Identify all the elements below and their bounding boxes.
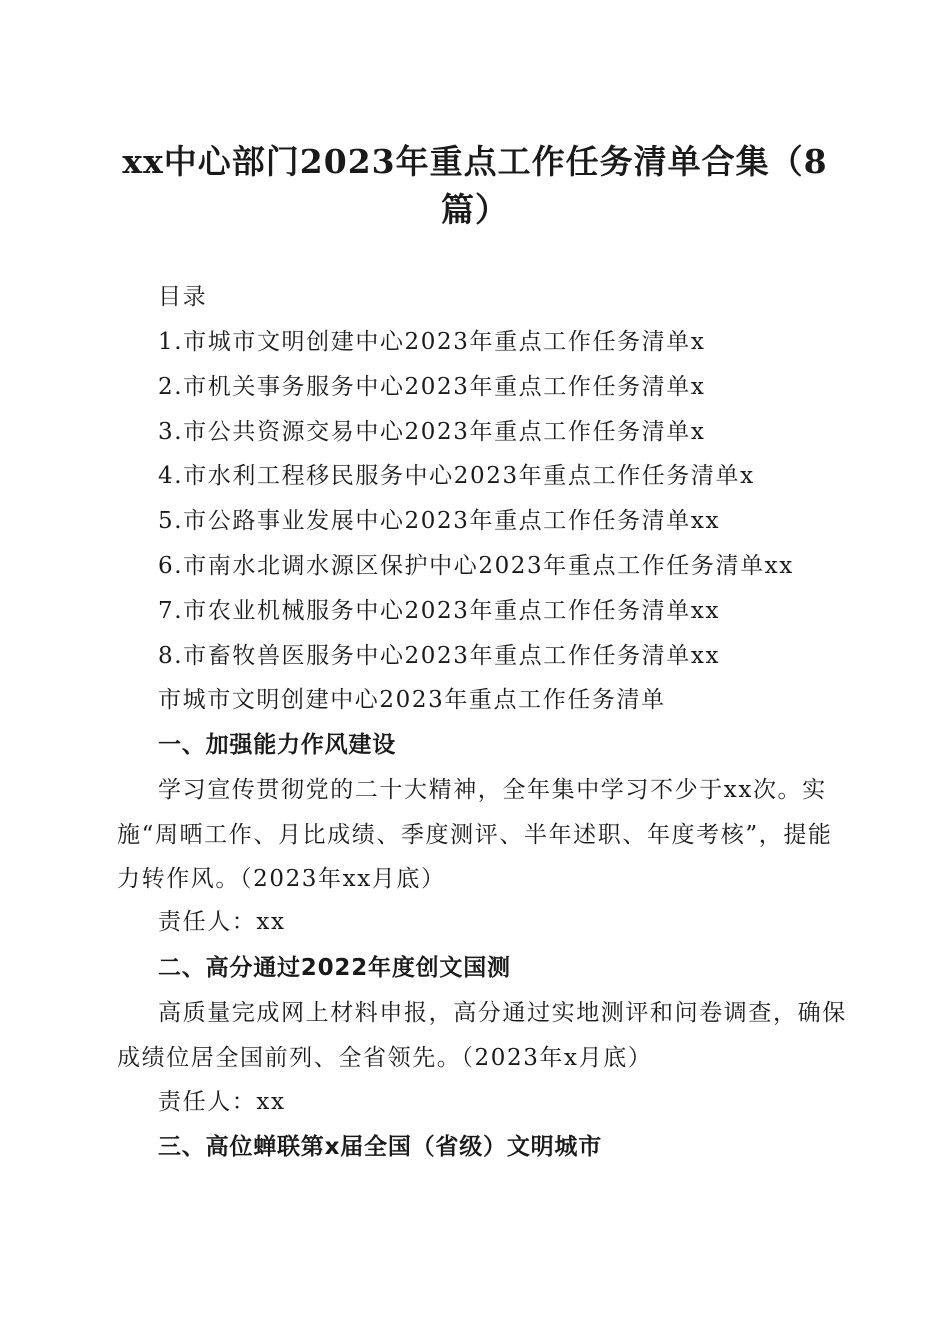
toc-item[interactable]: 6.市南水北调水源区保护中心2023年重点工作任务清单xx: [158, 552, 794, 579]
section-body: 学习宣传贯彻党的二十大精神，全年集中学习不少于xx次。实施“周晒工作、月比成绩、季度测评、半年述职、年度考核”，提能力转作风。（2023年xx月底）: [117, 777, 833, 892]
section-subtitle: 市城市文明创建中心2023年重点工作任务清单: [158, 687, 666, 713]
toc-item[interactable]: 8.市畜牧兽医服务中心2023年重点工作任务清单xx: [158, 642, 721, 669]
section-heading: 二、高分通过2022年度创文国测: [158, 955, 511, 981]
toc-item[interactable]: 3.市公共资源交易中心2023年重点工作任务清单x: [158, 418, 706, 445]
toc-item[interactable]: 7.市农业机械服务中心2023年重点工作任务清单xx: [158, 597, 721, 624]
section-heading: 三、高位蝉联第x届全国（省级）文明城市: [158, 1134, 603, 1160]
responsible-person: 责任人：xx: [158, 1089, 286, 1115]
section-heading: 一、加强能力作风建设: [158, 732, 396, 758]
toc-item[interactable]: 5.市公路事业发展中心2023年重点工作任务清单xx: [158, 508, 721, 535]
section-body: 高质量完成网上材料申报，高分通过实地测评和问卷调查，确保成绩位居全国前列、全省领先。（2023年x月底）: [117, 1000, 847, 1071]
responsible-person: 责任人：xx: [158, 909, 286, 935]
toc-item[interactable]: 4.市水利工程移民服务中心2023年重点工作任务清单x: [158, 463, 755, 490]
toc-item[interactable]: 1.市城市文明创建中心2023年重点工作任务清单x: [158, 329, 706, 355]
toc-item[interactable]: 2.市机关事务服务中心2023年重点工作任务清单x: [158, 373, 706, 400]
toc-heading: 目录: [158, 284, 208, 310]
table-of-contents: [158, 327, 794, 685]
document-title: xx中心部门2023年重点工作任务清单合集（8篇）: [122, 142, 828, 229]
